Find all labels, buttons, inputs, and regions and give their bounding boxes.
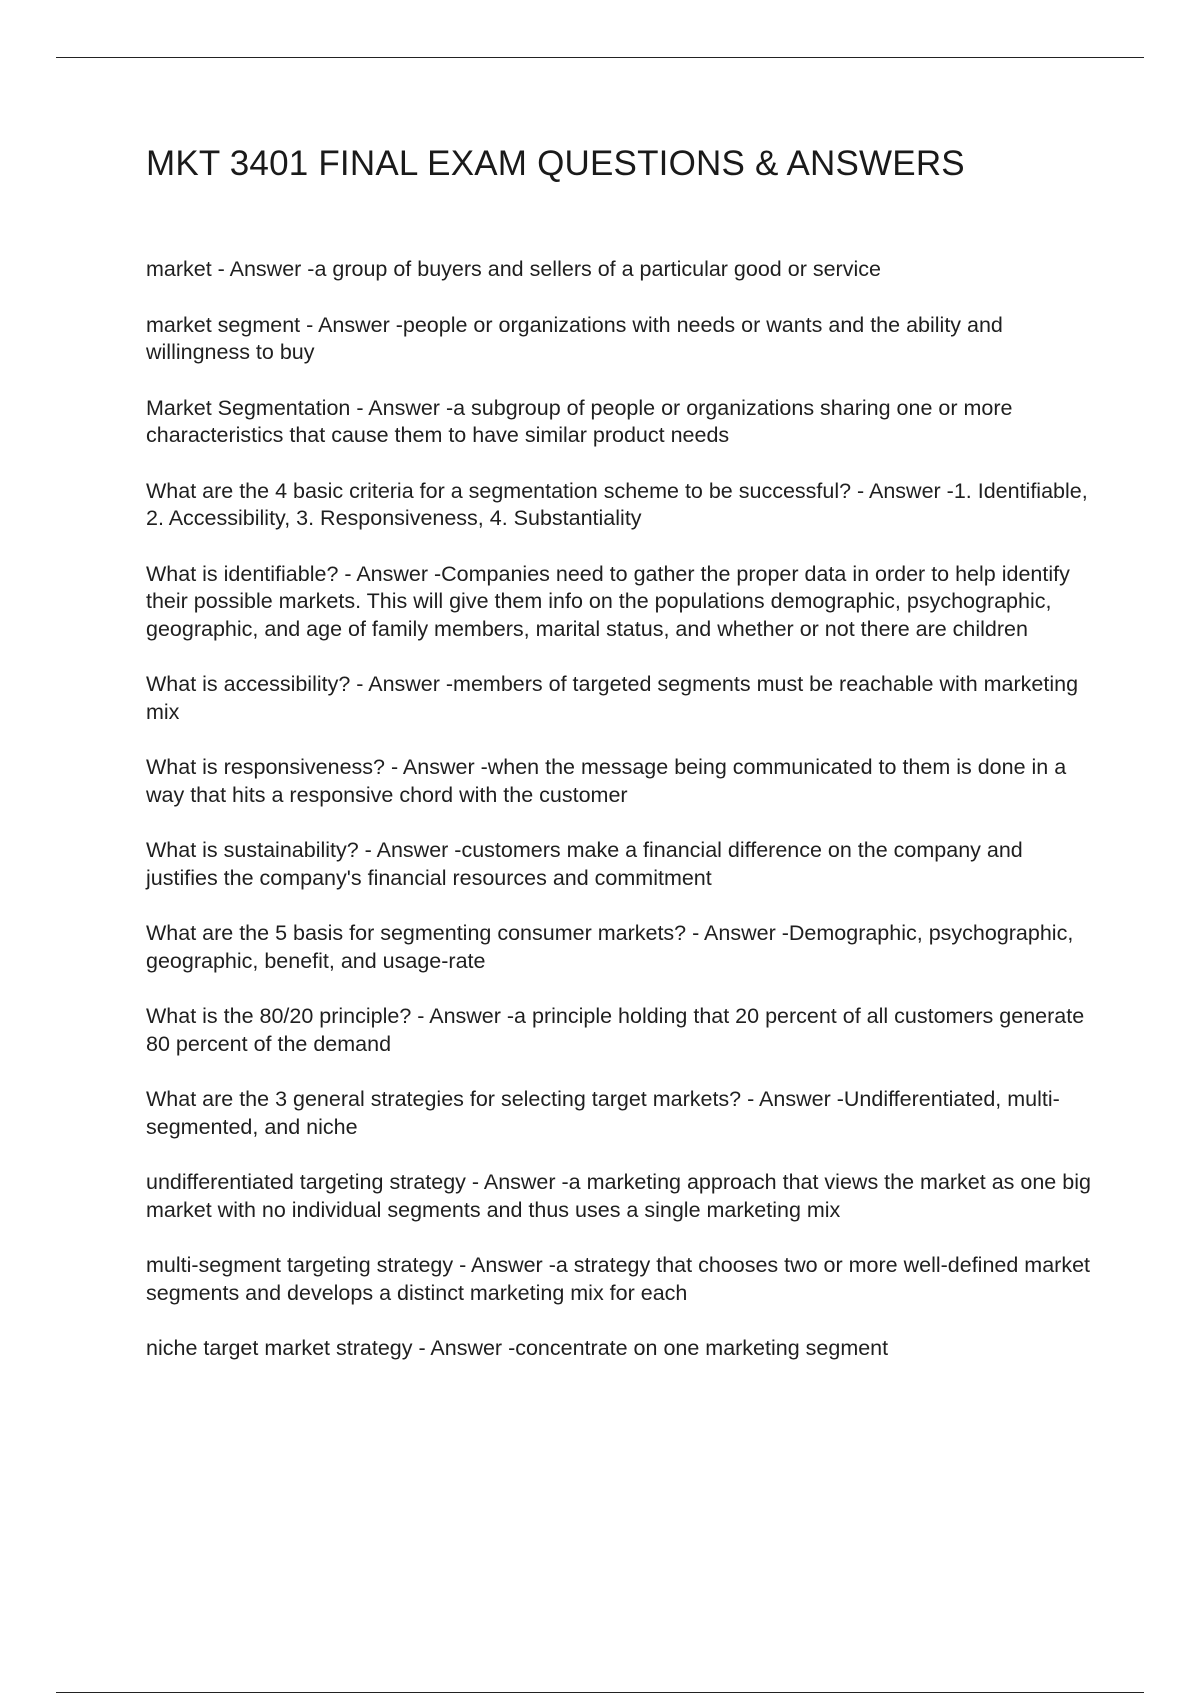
qa-item: What is accessibility? - Answer -members of targeted segments must be reachable with marketing mix	[146, 672, 1079, 724]
qa-item: market - Answer -a group of buyers and sellers of a particular good or service	[146, 257, 881, 281]
page-title: MKT 3401 FINAL EXAM QUESTIONS & ANSWERS	[146, 144, 965, 183]
qa-item: undifferentiated targeting strategy - Answer -a marketing approach that views the market as one big market with no individual segments and thus uses a single marketing mix	[146, 1170, 1091, 1222]
bottom-divider	[56, 1692, 1144, 1693]
qa-item: What is sustainability? - Answer -customers make a financial difference on the company and justifies the company's financial resources and commitment	[146, 838, 1023, 890]
qa-item: What are the 3 general strategies for selecting target markets? - Answer -Undifferentiated, multi-segmented, and niche	[146, 1087, 1060, 1139]
qa-item: multi-segment targeting strategy - Answer -a strategy that chooses two or more well-defined market segments and develops a distinct marketing mix for each	[146, 1253, 1091, 1305]
top-divider	[56, 57, 1144, 58]
qa-item: Market Segmentation - Answer -a subgroup of people or organizations sharing one or more characteristics that cause them to have similar product needs	[146, 395, 1013, 447]
qa-item: What is responsiveness? - Answer -when the message being communicated to them is done in a way that hits a responsive chord with the customer	[146, 755, 1067, 807]
qa-item: niche target market strategy - Answer -concentrate on one marketing segment	[146, 1336, 889, 1360]
qa-item: market segment - Answer -people or organizations with needs or wants and the ability and willingness to buy	[146, 312, 1003, 364]
qa-list	[146, 256, 1091, 1391]
qa-item: What are the 4 basic criteria for a segmentation scheme to be successful? - Answer -1. Identifiable, 2. Accessibility, 3. Responsiveness, 4. Substantiality	[146, 478, 1088, 530]
qa-item: What is the 80/20 principle? - Answer -a principle holding that 20 percent of all customers generate 80 percent of the demand	[146, 1004, 1085, 1056]
qa-item: What are the 5 basis for segmenting consumer markets? - Answer -Demographic, psychographic, geographic, benefit, and usage-rate	[146, 921, 1074, 973]
qa-item: What is identifiable? - Answer -Companies need to gather the proper data in order to help identify their possible markets. This will give them info on the populations demographic, psychographic, geographic, and age of family members, marital status, and whether or not there are children	[146, 561, 1070, 641]
